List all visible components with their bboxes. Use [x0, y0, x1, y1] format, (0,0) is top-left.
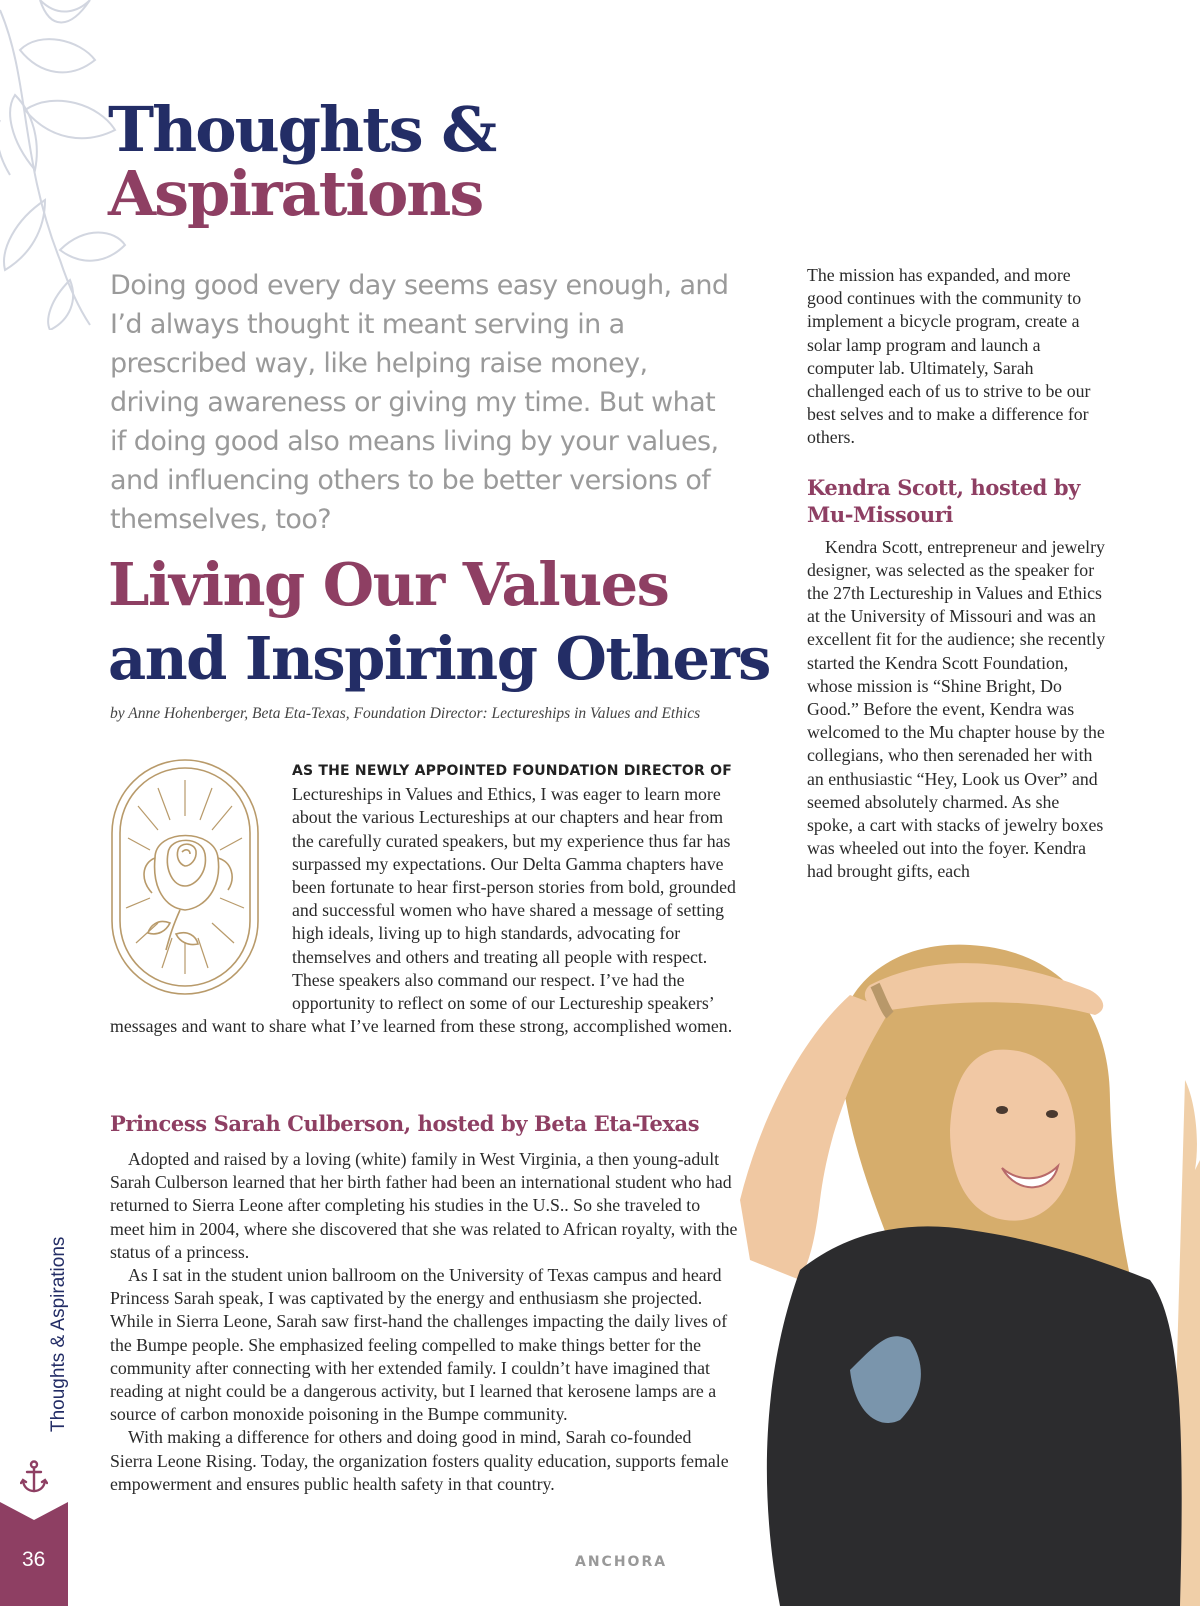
byline: by Anne Hohenberger, Beta Eta-Texas, Foundation Director: Lectureships in Values and Ethics	[110, 705, 701, 722]
page-number: 36	[22, 1548, 46, 1571]
section1-paragraph: With making a difference for others and doing good in mind, Sarah co-founded Sierra Leone Rising. Today, the organization fosters quality education, supports female empowerment and ensures public health safety in that country.	[110, 1427, 729, 1494]
section-title	[108, 93, 496, 230]
section1-body	[110, 1148, 738, 1496]
section-title-line1: Thoughts &	[108, 93, 496, 166]
anchor-icon	[20, 1460, 48, 1494]
emblem-spacer	[110, 758, 292, 994]
section-title-line2: Aspirations	[108, 157, 483, 230]
sidebar-section-label: Thoughts & Aspirations	[48, 1236, 69, 1432]
right-column	[807, 264, 1107, 884]
footer-publication-name: ANCHORA	[575, 1554, 668, 1570]
section1-paragraph: Adopted and raised by a loving (white) family in West Virginia, a then young-adult Sarah Culberson learned that her birth father had been an international student who had returned to Sierra Leone after completing his studies in the U.S.. So she traveled to meet him in 2004, where she discovered that she was related to African royalty, with the status of a princess.	[110, 1149, 738, 1262]
headline-line2: and Inspiring Others	[108, 624, 770, 693]
article-headline	[108, 548, 770, 696]
speaker-photo	[740, 900, 1200, 1606]
lead-in-caps: AS THE NEWLY APPOINTED FOUNDATION DIRECTOR OF	[292, 763, 732, 779]
section2-heading: Kendra Scott, hosted by Mu-Missouri	[807, 474, 1080, 527]
continued-paragraph: The mission has expanded, and more good continues with the community to implement a bicycle program, create a solar lamp program and launch a computer lab. Ultimately, Sarah challenged each of us to strive to be our best selves and to make a difference for others.	[807, 265, 1091, 448]
section1-paragraph: As I sat in the student union ballroom on the University of Texas campus and heard Princess Sarah speak, I was captivated by the energy and enthusiasm she projected. While in Sierra Leone, Sarah saw first-hand the challenges impacting the daily lives of the Bumpe people. She emphasized feeling compelled to make things better for the community after connecting with her extended family. I couldn’t have imagined that reading at night could be a dangerous activity, but I learned that kerosene lamps are a source of carbon monoxide poisoning in the Bumpe community.	[110, 1265, 728, 1425]
section2-paragraph: Kendra Scott, entrepreneur and jewelry designer, was selected as the speaker for the 27th Lectureship in Values and Ethics at the University of Missouri and was an excellent fit for the audience; she recently started the Kendra Scott Foundation, whose mission is “Shine Bright, Do Good.” Before the event, Kendra was welcomed to the Mu chapter house by the collegians, who then serenaded her with an enthusiastic “Hey, Look us Over” and seemed absolutely charmed. As she spoke, a cart with stacks of jewelry boxes was wheeled out into the foyer. Kendra had brought gifts, each	[807, 536, 1106, 882]
section1-heading: Princess Sarah Culberson, hosted by Beta Eta-Texas	[110, 1111, 700, 1136]
headline-line1: Living Our Values	[108, 550, 669, 619]
lead-text: Lectureships in Values and Ethics, I was eager to learn more about the various Lectureships at our chapters and hear from the carefully curated speakers, but my experience thus far has surpassed my expectations. Our Delta Gamma chapters have been fortunate to hear first-person stories from bold, grounded and successful women who have shared a message of setting high ideals, living up to high standards, advocating for themselves and others and treating all people with respect. These speakers also command our respect. I’ve had the opportunity to reflect on some of our Lectureship speakers’ messages and want to share what I’ve learned from these strong, accomplished women.	[110, 784, 736, 1037]
intro-paragraph: Doing good every day seems easy enough, and I’d always thought it meant serving in a prescribed way, like helping raise money, driving awareness or giving my time. But what if doing good also means living by your values, and influencing others to be better versions of themselves, too?	[110, 270, 729, 535]
lead-paragraph	[110, 758, 736, 1038]
